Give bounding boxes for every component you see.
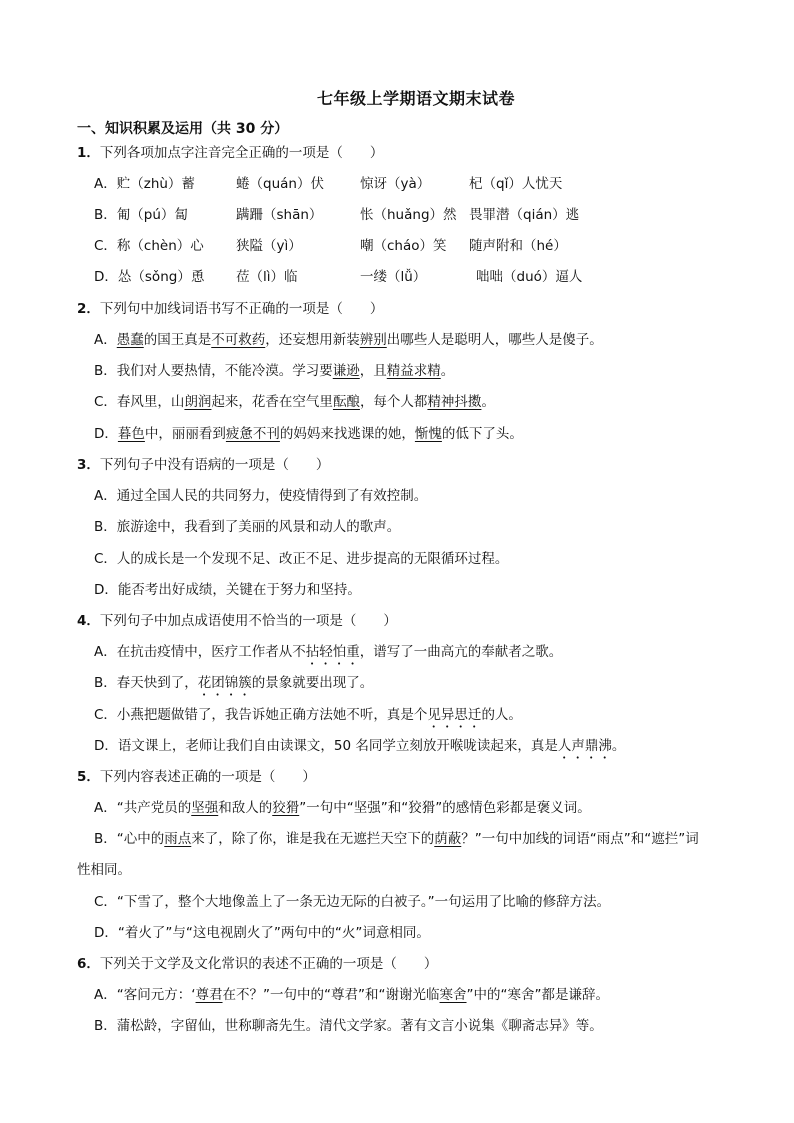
option-item: 畏罪潜（qián）逃 bbox=[469, 207, 580, 223]
underlined-word: 愚蠢 bbox=[116, 332, 144, 348]
text: A．“客问元方：‘ bbox=[94, 987, 196, 1003]
option-5c: C．“下雪了，整个大地像盖上了一条无边无际的白被子。”一句运用了比喻的修辞方法。 bbox=[94, 894, 611, 910]
text: B．我们对人要热情，不能冷漠。学习要 bbox=[94, 363, 333, 379]
underlined-word: 雨点 bbox=[164, 831, 192, 847]
text: 。 bbox=[611, 738, 626, 754]
text: 中，丽丽看到 bbox=[144, 426, 226, 442]
underlined-word: 寒舍 bbox=[439, 987, 467, 1003]
option-2c bbox=[94, 392, 495, 412]
dotted-idiom: 拈轻怕重 bbox=[305, 644, 360, 660]
text: 和敌人的 bbox=[218, 800, 273, 816]
underlined-word: 精神抖擞 bbox=[427, 394, 482, 410]
option-1b bbox=[94, 205, 694, 225]
option-item: 嘲（cháo）笑 bbox=[360, 238, 447, 254]
underlined-word: 精益求精 bbox=[386, 363, 441, 379]
text: ，每个人都 bbox=[359, 394, 428, 410]
question-stem: 下列内容表述正确的一项是（ ） bbox=[99, 769, 316, 785]
question-stem: 下列句中加线词语书写不正确的一项是（ ） bbox=[99, 301, 384, 317]
text: ，谱写了一曲高亢的奉献者之歌。 bbox=[359, 644, 563, 660]
underlined-word: 狡猾 bbox=[272, 800, 300, 816]
underlined-word: 暮色 bbox=[117, 426, 145, 442]
question-4 bbox=[77, 611, 397, 631]
option-5d: D．“着火了”与“这电视剧火了”两句中的“火”词意相同。 bbox=[94, 925, 430, 941]
text: 的国王真是 bbox=[143, 332, 212, 348]
text: ？”一句中加线的词语“雨点”和“遮拦”词 bbox=[461, 831, 699, 847]
dotted-idiom: 见异思迁 bbox=[427, 707, 482, 723]
text: 的低下了头。 bbox=[441, 426, 523, 442]
option-item: D．怂（sǒng）恿 bbox=[94, 269, 205, 285]
question-stem: 下列句子中加点成语使用不恰当的一项是（ ） bbox=[99, 613, 397, 629]
text: A．“共产党员的 bbox=[94, 800, 192, 816]
option-item: A．贮（zhù）蓄 bbox=[94, 176, 195, 192]
option-item: C．称（chèn）心 bbox=[94, 238, 204, 254]
text: A．在抗击疫情中，医疗工作者从不 bbox=[94, 644, 306, 660]
question-2 bbox=[77, 299, 383, 319]
dotted-idiom: 人声鼎沸 bbox=[557, 738, 612, 754]
question-1 bbox=[77, 143, 383, 163]
text: ，且 bbox=[359, 363, 387, 379]
section-heading: 一、知识积累及运用（共 30 分） bbox=[77, 121, 289, 137]
option-item: B．匍（pú）匐 bbox=[94, 207, 188, 223]
question-stem: 下列句子中没有语病的一项是（ ） bbox=[99, 457, 330, 473]
option-4c bbox=[94, 705, 522, 725]
underlined-word: 荫蔽 bbox=[434, 831, 462, 847]
option-item: 怅（huǎng）然 bbox=[360, 207, 457, 223]
text: ”中的“寒舍”都是谦辞。 bbox=[466, 987, 609, 1003]
option-item: 狭隘（yì） bbox=[236, 238, 302, 254]
option-item: 一缕（lǚ） bbox=[360, 269, 427, 285]
text: 出哪些人是聪明人，哪些人是傻子。 bbox=[386, 332, 603, 348]
text: 起来，花香在空气里 bbox=[211, 394, 333, 410]
text: D． bbox=[94, 426, 118, 442]
underlined-word: 尊君 bbox=[195, 987, 223, 1003]
text: 在不？”一句中的“尊君”和“谢谢光临 bbox=[222, 987, 440, 1003]
option-4d bbox=[94, 736, 625, 756]
option-2b bbox=[94, 361, 454, 381]
underlined-word: 谦逊 bbox=[332, 363, 360, 379]
option-5b-continued: 性相同。 bbox=[77, 862, 131, 878]
text: A． bbox=[94, 332, 117, 348]
option-item: 惊讶（yà） bbox=[360, 176, 431, 192]
option-item: 蜷（quán）伏 bbox=[236, 176, 324, 192]
option-2a bbox=[94, 330, 603, 350]
option-3d: D．能否考出好成绩，关键在于努力和坚持。 bbox=[94, 582, 361, 598]
option-3c: C．人的成长是一个发现不足、改正不足、进步提高的无限循环过程。 bbox=[94, 551, 509, 567]
dotted-idiom: 花团锦簇 bbox=[197, 675, 252, 691]
option-6b: B．蒲松龄，字留仙，世称聊斋先生。清代文学家。著有文言小说集《聊斋志异》等。 bbox=[94, 1018, 603, 1034]
option-item: 咄咄（duó）逼人 bbox=[476, 269, 583, 285]
option-4a bbox=[94, 642, 562, 662]
text: ”一句中“坚强”和“狡猾”的感情色彩都是褒义词。 bbox=[299, 800, 591, 816]
text: 的妈妈来找逃课的她， bbox=[279, 426, 415, 442]
question-3 bbox=[77, 455, 329, 475]
text: D．语文课上，老师让我们自由读课文，50 名同学立刻放开喉咙读起来，真是 bbox=[94, 738, 558, 754]
underlined-word: 不可救药 bbox=[211, 332, 266, 348]
option-3b: B．旅游途中，我看到了美丽的风景和动人的歌声。 bbox=[94, 519, 401, 535]
option-1a bbox=[94, 174, 694, 194]
question-stem: 下列各项加点字注音完全正确的一项是（ ） bbox=[99, 145, 384, 161]
question-number: 2． bbox=[77, 301, 100, 317]
question-number: 1． bbox=[77, 145, 100, 161]
text: C．小燕把题做错了，我告诉她正确方法她不听，真是个 bbox=[94, 707, 428, 723]
text: B．“心中的 bbox=[94, 831, 165, 847]
question-number: 3． bbox=[77, 457, 100, 473]
question-5 bbox=[77, 767, 316, 787]
text: 的景象就要出现了。 bbox=[251, 675, 374, 691]
question-number: 4． bbox=[77, 613, 100, 629]
underlined-word: 朗润 bbox=[184, 394, 212, 410]
question-6 bbox=[77, 954, 437, 974]
option-item: 蹒跚（shān） bbox=[236, 207, 323, 223]
option-5b bbox=[94, 829, 699, 849]
exam-title: 七年级上学期语文期末试卷 bbox=[316, 89, 515, 108]
underlined-word: 疲惫不刊 bbox=[225, 426, 280, 442]
question-number: 5． bbox=[77, 769, 100, 785]
option-4b bbox=[94, 673, 373, 693]
text: ，还妄想用新装 bbox=[265, 332, 360, 348]
option-6a bbox=[94, 985, 609, 1005]
option-1c bbox=[94, 236, 694, 256]
question-stem: 下列关于文学及文化常识的表述不正确的一项是（ ） bbox=[99, 956, 438, 972]
option-2d bbox=[94, 424, 523, 444]
text: 。 bbox=[481, 394, 495, 410]
option-item: 莅（lì）临 bbox=[236, 269, 298, 285]
underlined-word: 惭愧 bbox=[414, 426, 442, 442]
underlined-word: 辨别 bbox=[359, 332, 387, 348]
underlined-word: 酝酿 bbox=[332, 394, 360, 410]
text: 的人。 bbox=[481, 707, 522, 723]
option-item: 杞（qǐ）人忧天 bbox=[469, 176, 563, 192]
text: 来了，除了你，谁是我在无遮拦天空下的 bbox=[191, 831, 435, 847]
underlined-word: 坚强 bbox=[191, 800, 219, 816]
option-1d bbox=[94, 267, 694, 287]
option-item: 随声附和（hé） bbox=[469, 238, 567, 254]
text: B．春天快到了， bbox=[94, 675, 198, 691]
text: C．春风里，山 bbox=[94, 394, 185, 410]
option-3a: A．通过全国人民的共同努力，使疫情得到了有效控制。 bbox=[94, 488, 428, 504]
option-5a bbox=[94, 798, 591, 818]
question-number: 6． bbox=[77, 956, 100, 972]
text: 。 bbox=[440, 363, 455, 379]
